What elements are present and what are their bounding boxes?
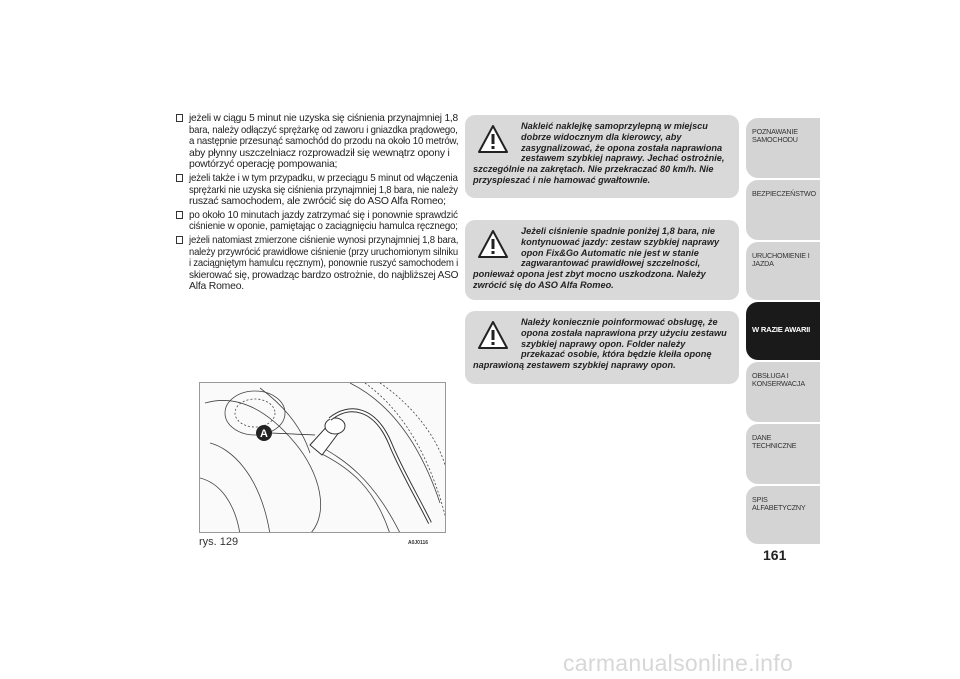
tab-spis-alfabetyczny[interactable]: SPIS ALFABETYCZNY xyxy=(746,486,820,544)
list-item xyxy=(176,235,458,293)
list-item xyxy=(176,173,458,208)
list-item-line: po około 10 minutach jazdy zatrzymać się i ponownie sprawdzić xyxy=(189,209,458,221)
tire-valve-illustration xyxy=(200,383,446,533)
watermark: carmanualsonline.info xyxy=(563,650,794,676)
warning-triangle-icon xyxy=(477,229,509,259)
warning-triangle-icon xyxy=(477,124,509,154)
tab-w-razie-awarii[interactable]: W RAZIE AWARII xyxy=(746,302,820,360)
tire-valve-figure xyxy=(199,382,446,533)
list-item-line: jeżeli natomiast zmierzone ciśnienie wynosi przynajmniej 1,8 bara, xyxy=(189,234,459,246)
list-item-line: należy przywrócić prawidłowe ciśnienie (przy uruchomionym silniku xyxy=(189,246,458,258)
tab-uruchomienie-i-jazda[interactable]: URUCHOMIENIE I JAZDA xyxy=(746,242,820,300)
tab-poznawanie-samochodu[interactable]: POZNAWANIE SAMOCHODU xyxy=(746,118,820,178)
list-item xyxy=(176,210,458,233)
tab-bezpieczenstwo[interactable]: BEZPIECZEŃSTWO xyxy=(746,180,820,240)
list-item-line: aby płynny uszczelniacz rozprowadził się wewnątrz opony i xyxy=(189,147,450,159)
tab-obsluga-i-konserwacja[interactable]: OBSŁUGA I KONSERWACJA xyxy=(746,362,820,422)
list-item-line: powtórzyć operację pompowania; xyxy=(189,159,338,171)
list-item-line: jeżeli także i w tym przypadku, w przeciągu 5 minut od włączenia xyxy=(189,172,458,184)
checkbox-bullet-icon xyxy=(176,211,183,219)
instruction-list xyxy=(176,113,458,295)
checkbox-bullet-icon xyxy=(176,114,183,122)
list-item-line: a następnie przesunąć samochód do przodu na około 10 metrów, xyxy=(189,136,459,148)
warning-box xyxy=(465,115,739,198)
warning-text: Należy koniecznie poinformować obsługę, że opona została naprawiona przy użyciu zestawu szybkiej naprawy opon. Folder należy przekazać osobie, która będzie kleiła oponę naprawioną zestawem szybkiej naprawy opon. xyxy=(473,317,727,371)
figure-caption: rys. 129 xyxy=(199,536,239,548)
callout-a-label: A xyxy=(260,428,268,440)
list-item-line: ciśnienie w oponie, pamiętając o zaciągnięciu hamulca ręcznego; xyxy=(189,221,458,233)
warning-triangle-icon xyxy=(477,320,509,350)
list-item-line: i zaciągniętym hamulcu ręcznym), ponownie ruszyć samochodem i xyxy=(189,258,459,270)
list-item-line: ruszać samochodem, ale zwrócić się do ASO Alfa Romeo; xyxy=(189,196,446,208)
warning-box xyxy=(465,311,739,384)
warning-text: Jeżeli ciśnienie spadnie poniżej 1,8 bara, nie kontynuować jazdy: zestaw szybkiej naprawy opon Fix&Go Automatic nie jest w stanie zagwarantować prawidłowej szczelności, ponieważ opona jest zbyt mocno uszkodzona. Należy zwrócić się do ASO Alfa Romeo. xyxy=(473,226,720,290)
list-item xyxy=(176,113,458,171)
checkbox-bullet-icon xyxy=(176,236,183,244)
list-item-line: jeżeli w ciągu 5 minut nie uzyska się ciśnienia przynajmniej 1,8 xyxy=(189,113,458,124)
page-number: 161 xyxy=(763,547,787,563)
tab-dane-techniczne[interactable]: DANE TECHNICZNE xyxy=(746,424,820,484)
checkbox-bullet-icon xyxy=(176,174,183,182)
list-item-line: skierować się, prowadząc bardzo ostrożnie, do najbliższej ASO xyxy=(189,269,459,281)
list-item-line: Alfa Romeo. xyxy=(189,281,244,293)
list-item-line: bara, należy odłączyć sprężarkę od zaworu i gniazdka prądowego, xyxy=(189,124,458,136)
list-item-line: sprężarki nie uzyska się ciśnienia przynajmniej 1,8 bara, nie należy xyxy=(189,184,458,196)
figure-code: A0J0116 xyxy=(408,540,429,546)
warning-text: Nakleić naklejkę samoprzylepną w miejscu dobrze widocznym dla kierowcy, aby zasygnalizować, że opona została naprawiona zestawem szybkiej naprawy. Jechać ostrożnie, szczególnie na zakrętach. Nie przekraczać 80 km/h. Nie przyspieszać i nie hamować gwałtownie. xyxy=(473,121,725,185)
warning-box xyxy=(465,220,739,300)
